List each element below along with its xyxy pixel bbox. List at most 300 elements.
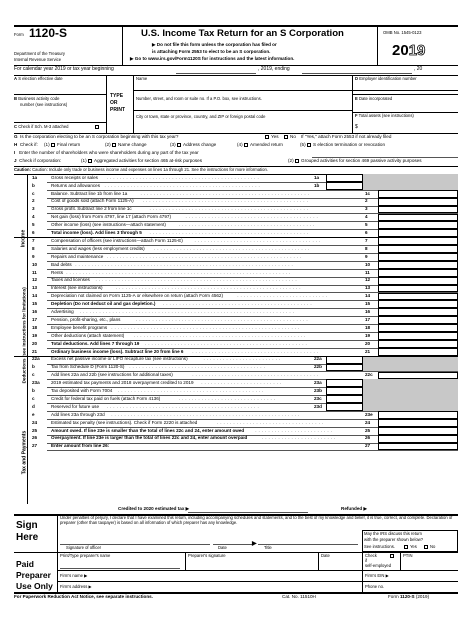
line-number: 8: [32, 245, 35, 251]
line-number: b: [32, 364, 35, 370]
inner-amount-field[interactable]: [326, 364, 363, 372]
form-number: 1120-S: [29, 26, 68, 40]
line-label: Reserved for future use: [51, 403, 100, 409]
line-box-number: 19: [365, 332, 371, 338]
line-amount-field[interactable]: [378, 332, 458, 340]
line-label: Taxes and licenses: [51, 277, 90, 283]
line-number: e: [32, 411, 35, 417]
line-amount-field[interactable]: [378, 427, 458, 435]
final-return-checkbox[interactable]: [51, 143, 55, 147]
dot-leader: ...................................................................: [75, 261, 295, 267]
form-line-row: [14, 332, 458, 340]
deductions-tax-divider: [14, 356, 458, 357]
row-divider: [47, 450, 458, 451]
form-line-row: [14, 221, 458, 229]
preparer-name-label: Print/Type preparer's name: [60, 553, 111, 558]
form-line-row: [14, 300, 458, 308]
calendar-year-line: For calendar year 2019 or tax year beginning: [14, 66, 114, 72]
dot-leader: ....................................................: [140, 190, 311, 196]
inner-box-number: 23b: [314, 388, 322, 394]
type-or-print-1: TYPE: [110, 93, 124, 99]
amended-return-checkbox[interactable]: [244, 143, 248, 147]
shaded-cell: [363, 356, 458, 364]
line-number: 21: [32, 348, 38, 354]
self-employed-check-2: if: [365, 558, 368, 563]
form-line-row: [14, 411, 458, 419]
firm-ein-label: Firm's EIN ▶: [365, 573, 389, 578]
line-27-credited-label: Credited to 2020 estimated tax ▶: [118, 506, 190, 511]
form-word: Form: [14, 32, 24, 37]
line-label: Interest (see instructions): [51, 285, 103, 291]
line-box-number: 25: [365, 427, 371, 433]
line-label: Rents: [51, 269, 64, 275]
preparer-signature-label: Preparer's signature: [188, 553, 226, 558]
ptin-label: PTIN: [403, 553, 413, 558]
line-box-number: 17: [365, 316, 371, 322]
line-box-number: 27: [365, 443, 371, 449]
dot-leader: ..........................................: [129, 364, 267, 370]
line-number: 25: [32, 427, 38, 433]
shaded-cell: [363, 174, 458, 182]
line-box-number: 4: [365, 214, 368, 220]
line-27-credited-field[interactable]: [188, 512, 308, 513]
shaded-cell: [363, 387, 458, 395]
line-label: Depletion (Do not deduct oil and gas depletion.): [51, 301, 156, 307]
line-label: Other income (loss) (see instructions—attach statement): [51, 222, 166, 228]
line-amount-field[interactable]: [378, 372, 458, 380]
inner-box-number: 1a: [314, 174, 320, 180]
schedule-m3-checkbox[interactable]: [95, 125, 99, 129]
inner-amount-field[interactable]: [326, 379, 363, 387]
irs-discuss-yes: Yes: [410, 544, 417, 549]
line-number: c: [32, 190, 35, 196]
form-line-row: [14, 340, 458, 348]
inner-box-number: 1b: [314, 182, 320, 188]
total-assets-dollar: $: [355, 124, 358, 130]
question-g-no: No: [290, 134, 296, 139]
line-label: Gross receipts or sales: [51, 174, 98, 180]
line-label: Advertising: [51, 309, 74, 315]
inner-amount-field[interactable]: [326, 356, 363, 364]
dot-leader: ..................................................................: [79, 309, 296, 315]
form-line-row: [14, 372, 458, 380]
grouped-activities-label: Grouped activities for section 469 passive activity purposes: [301, 158, 422, 163]
line-number: 23a: [32, 380, 40, 386]
line-number: 26: [32, 435, 38, 441]
section-deductions: Deductions (see instructions for limitations): [21, 287, 27, 384]
preparer-title-2: Preparer: [16, 570, 51, 580]
form-line-row: [14, 285, 458, 293]
dot-leader: .........................: [201, 380, 284, 386]
form-line-row: [14, 395, 458, 403]
line-label: Add lines 23a through 23d: [51, 411, 105, 417]
line-label: Repairs and maintenance: [51, 253, 104, 259]
firm-address-label: Firm's address ▶: [60, 584, 92, 589]
line-box-number: 11: [365, 269, 370, 275]
line-box-number: 26: [365, 435, 371, 441]
self-employed-check-3: self-employed: [365, 563, 392, 568]
line-number: 2: [32, 198, 35, 204]
line-amount-field[interactable]: [378, 308, 458, 316]
line-number: 10: [32, 261, 38, 267]
label-e-date-incorporated: E Date incorporated: [355, 96, 393, 101]
form-line-row: [14, 435, 458, 443]
question-g-yes: Yes: [271, 134, 279, 139]
inner-box-number: 22a: [314, 356, 322, 362]
dot-leader: .................................: [217, 419, 326, 425]
dot-leader: .....................................................: [133, 332, 308, 338]
line-amount-field[interactable]: [378, 198, 458, 206]
line-label: Ordinary business income (loss). Subtract line 20 from line 6: [51, 348, 184, 354]
dot-leader: ........................: [255, 427, 334, 433]
footer-form-id: Form 1120-S (2019): [388, 594, 430, 599]
firm-name-label: Firm's name ▶: [60, 573, 88, 578]
question-g: G Is the corporation electing to be an S corporation beginning with this tax year?: [14, 134, 179, 139]
form-line-row: [14, 348, 458, 356]
line-box-number: 14: [365, 293, 371, 299]
calendar-ending: , 2019, ending: [258, 66, 290, 72]
line-number: 6: [32, 230, 35, 236]
inner-amount-field[interactable]: [326, 174, 363, 182]
line-box-number: 23e: [365, 411, 373, 417]
line-amount-field[interactable]: [378, 340, 458, 348]
h1-num: (1): [44, 142, 50, 147]
self-employed-check-1: Check: [365, 553, 377, 558]
amended-return-label: Amended return: [250, 142, 283, 147]
form-line-row: [14, 308, 458, 316]
h3-num: (3): [170, 142, 176, 147]
form-line-row: [14, 379, 458, 387]
officer-title-field[interactable]: [258, 544, 358, 545]
line-box-number: 5: [365, 222, 368, 228]
irs-discuss-yes-checkbox[interactable]: [404, 545, 408, 549]
label-d-ein: D Employer identification number: [355, 76, 417, 81]
form-line-row: [14, 364, 458, 372]
type-or-print-3: PRINT: [110, 107, 125, 113]
line-amount-field[interactable]: [378, 419, 458, 427]
aggregated-activities-checkbox[interactable]: [88, 159, 92, 163]
line-number: 16: [32, 309, 38, 315]
dot-leader: .......................: [262, 435, 338, 441]
question-g-no-checkbox[interactable]: [284, 135, 288, 139]
dot-leader: ............................................................: [106, 253, 304, 259]
line-label: Excess net passive income or LIFO recapture tax (see instructions): [51, 356, 188, 362]
label-f-total-assets: F Total assets (see instructions): [355, 113, 414, 118]
line-label: Gross profit. Subtract line 2 from line 1c: [51, 206, 132, 212]
line-box-number: 12: [365, 277, 371, 283]
inner-box-number: 23c: [314, 395, 322, 401]
line-label: Compensation of officers (see instructions—attach Form 1125-E): [51, 237, 183, 243]
line-box-number: 10: [365, 261, 371, 267]
irs-discuss-3: See instructions.: [364, 544, 395, 549]
line-amount-field[interactable]: [378, 269, 458, 277]
form-line-row: [14, 277, 458, 285]
inner-box-number: 23d: [314, 403, 322, 409]
line-number: 15: [32, 301, 38, 307]
dot-leader: .......................................: [192, 348, 321, 354]
cat-number: Cat. No. 11510H: [282, 594, 316, 599]
line-amount-field[interactable]: [378, 237, 458, 245]
line-label: Overpayment. If line 23e is larger than the total of lines 22c and 24, enter amount overpaid: [51, 435, 248, 441]
line-number: 18: [32, 324, 38, 330]
signature-label: Signature of officer: [66, 545, 102, 550]
dot-leader: ..............................................: [163, 301, 314, 307]
sign-title-2: Here: [16, 532, 39, 543]
caution-text: Caution: Caution: Include only trade or business income and expenses on lines 1a through 21. See the instructions for more information.: [14, 167, 268, 172]
line-number: 4: [32, 214, 35, 220]
line-amount-field[interactable]: [378, 221, 458, 229]
form-line-row: [14, 198, 458, 206]
officer-title-label: Title: [264, 545, 272, 550]
form-line-row: [14, 356, 458, 364]
line-number: 12: [32, 277, 38, 283]
line-amount-field[interactable]: [378, 277, 458, 285]
line-number: 7: [32, 237, 35, 243]
dot-leader: ...............................................: [106, 403, 261, 409]
question-g-tail: If "Yes," attach Form 2553 if not already filed: [301, 134, 392, 139]
tax-year-end-field[interactable]: [302, 73, 412, 74]
line-box-number: 20: [365, 340, 371, 346]
line-number: 3: [32, 206, 35, 212]
line-label: Cost of goods sold (attach Form 1125-A): [51, 198, 134, 204]
line-label: Bad debts: [51, 261, 72, 267]
form-line-row: [14, 293, 458, 301]
line-box-number: 15: [365, 301, 371, 307]
s-election-termination-checkbox[interactable]: [307, 143, 311, 147]
form-line-row: [14, 316, 458, 324]
line-amount-field[interactable]: [378, 214, 458, 222]
line-amount-field[interactable]: [378, 206, 458, 214]
line-amount-field[interactable]: [378, 324, 458, 332]
self-employed-checkbox[interactable]: [390, 554, 394, 558]
line-label: Total income (loss). Add lines 3 through 5: [51, 230, 142, 236]
sign-title-1: Sign: [16, 520, 38, 531]
line-amount-field[interactable]: [378, 293, 458, 301]
street-field-label: Number, street, and room or suite no. If a P.O. box, see instructions.: [136, 96, 262, 101]
line-box-number: 16: [365, 309, 371, 315]
inner-amount-field[interactable]: [326, 182, 363, 190]
dot-leader: .................................................: [149, 206, 311, 212]
name-change-checkbox[interactable]: [112, 143, 116, 147]
calendar-end-year: , 20: [414, 66, 423, 72]
line-label: Credit for federal tax paid on fuels (attach Form 4136): [51, 395, 161, 401]
irs-discuss-no-checkbox[interactable]: [424, 545, 428, 549]
line-number: b: [32, 182, 35, 188]
question-g-yes-checkbox[interactable]: [265, 135, 269, 139]
form-line-row: [14, 229, 458, 237]
line-label: Tax deposited with Form 7004: [51, 388, 113, 394]
form-line-row: [14, 324, 458, 332]
line-amount-field[interactable]: [378, 253, 458, 261]
j2-num: (2): [288, 158, 294, 163]
form-title: U.S. Income Tax Return for an S Corporation: [141, 28, 344, 39]
dot-leader: ............................: [237, 293, 329, 299]
line-box-number: 18: [365, 324, 371, 330]
line-label: Enter amount from line 26:: [51, 443, 110, 449]
line-label: Net gain (loss) from Form 4797, line 17 (attach Form 4797): [51, 214, 171, 220]
dot-leader: .....................................................: [136, 316, 310, 322]
form-line-row: [14, 269, 458, 277]
inner-amount-field[interactable]: [326, 387, 363, 395]
line-number: 22a: [32, 356, 40, 362]
line-number: 13: [32, 285, 38, 291]
line-box-number: 8: [365, 245, 368, 251]
dot-leader: ..........................................................: [111, 324, 302, 330]
dot-leader: ...................................................: [142, 198, 310, 204]
address-change-checkbox[interactable]: [177, 143, 181, 147]
line-number: 1a: [32, 174, 38, 180]
line-label: Estimated tax penalty (see instructions). Check if Form 2220 is attached: [51, 419, 198, 425]
line-label: Amount owed. If line 23e is smaller than the total of lines 22c and 24, enter amount owed: [51, 427, 245, 433]
line-label: Pension, profit-sharing, etc., plans: [51, 316, 121, 322]
form-line-row: [14, 206, 458, 214]
line-box-number: 2: [365, 198, 368, 204]
dot-leader: ..............................: [178, 395, 278, 401]
line-amount-field[interactable]: [378, 300, 458, 308]
line-amount-field[interactable]: [378, 285, 458, 293]
tax-year: 2019: [392, 42, 426, 59]
s-election-termination-label: S election termination or revocation: [313, 142, 386, 147]
preparer-name-field[interactable]: [60, 568, 180, 569]
line-number: 17: [32, 316, 38, 322]
inner-box-number: 23a: [314, 380, 322, 386]
omb-number: OMB No. 1545-0123: [383, 30, 422, 35]
name-change-label: Name change: [118, 142, 147, 147]
line-amount-field[interactable]: [378, 190, 458, 198]
shaded-cell: [363, 403, 458, 411]
line-box-number: 21: [365, 348, 371, 354]
form-line-row: [14, 237, 458, 245]
header-instruction-2: is attaching Form 2553 to elect to be an S corporation.: [152, 49, 271, 54]
address-change-label: Address change: [183, 142, 217, 147]
dot-leader: ................................................: [154, 245, 312, 251]
dept-treasury: Department of the Treasury: [14, 51, 65, 56]
city-field-label: City or town, state or province, country, and ZIP or foreign postal code: [136, 114, 266, 119]
name-field-label: Name: [136, 76, 148, 81]
penalty-statement: Under penalties of perjury, I declare that I have examined this return, including accompanying schedules and statements, and to the best of my knowledge and belief, it is true, correct, and complete. Declaration of preparer (other than taxpayer) is based on all information of which preparer has any knowledge.: [60, 515, 453, 525]
line-amount-field[interactable]: [378, 245, 458, 253]
line-box-number: 3: [365, 206, 368, 212]
aggregated-activities-label: Aggregated activities for section 465 at-risk purposes: [94, 158, 203, 163]
label-b-business-code-2: number (see instructions): [20, 102, 68, 107]
dot-leader: ..........................................: [178, 222, 317, 228]
line-box-number: 13: [365, 285, 371, 291]
label-c-schedule-m3: C Check if Sch. M-3 attached: [14, 124, 69, 129]
form-line-row: [14, 245, 458, 253]
line-number: 20: [32, 340, 38, 346]
line-amount-field[interactable]: [378, 261, 458, 269]
shaded-cell: [363, 182, 458, 190]
final-return-label: Final return: [57, 142, 81, 147]
line-label: Add lines 22a and 22b (see instructions for additional taxes): [51, 372, 173, 378]
line-amount-field[interactable]: [378, 316, 458, 324]
dot-leader: .............................................: [118, 388, 266, 394]
line-label: Returns and allowances: [51, 182, 101, 188]
label-a-s-election-date: A S election effective date: [14, 76, 63, 81]
irs-discuss-no: No: [430, 544, 436, 549]
line-amount-field[interactable]: [378, 443, 458, 451]
dot-leader: ..................................................: [145, 340, 309, 346]
preparer-title-1: Paid: [16, 559, 34, 569]
line-amount-field[interactable]: [378, 229, 458, 237]
dot-leader: .......................................: [192, 372, 321, 378]
paperwork-notice: For Paperwork Reduction Act Notice, see separate instructions.: [14, 594, 153, 599]
line-box-number: 6: [365, 230, 368, 236]
line-box-number: 1c: [365, 190, 371, 196]
shaded-cell: [363, 364, 458, 372]
type-or-print-2: OR: [110, 100, 118, 106]
label-b-business-code: B Business activity code: [14, 96, 60, 101]
line-27-refunded-label: Refunded ▶: [341, 506, 367, 511]
form-line-row: [14, 190, 458, 198]
form-line-row: [14, 253, 458, 261]
inner-amount-field[interactable]: [326, 403, 363, 411]
tax-year-begin-field[interactable]: [176, 73, 256, 74]
h5-num: (5): [300, 142, 306, 147]
line-label: Other deductions (attach statement): [51, 332, 125, 338]
question-i: I Enter the number of shareholders who were shareholders during any part of the tax year: [14, 150, 199, 155]
dot-leader: .........................................................: [115, 285, 303, 291]
dot-leader: ................................................: [104, 182, 262, 188]
line-box-number: 24: [365, 419, 371, 425]
line-label: Balance. Subtract line 1b from line 1a: [51, 190, 128, 196]
question-j: J Check if corporation:: [14, 158, 62, 163]
inner-box-number: 22b: [314, 364, 322, 370]
line-number: b: [32, 388, 35, 394]
line-amount-field[interactable]: [378, 411, 458, 419]
line-label: Salaries and wages (less employment credits): [51, 245, 145, 251]
dot-leader: .........................................: [185, 214, 320, 220]
form-line-row: [14, 443, 458, 451]
dot-leader: ...............................................: [106, 174, 261, 180]
dot-leader: .................................................: [149, 230, 311, 236]
preparer-date-label: Date: [321, 553, 330, 558]
grouped-activities-checkbox[interactable]: [295, 159, 299, 163]
preparer-title-3: Use Only: [16, 581, 53, 591]
line-number: 9: [32, 253, 35, 259]
line-label: Total deductions. Add lines 7 through 19: [51, 340, 140, 346]
line-label: 2019 estimated tax payments and 2018 overpayment credited to 2019: [51, 380, 194, 386]
line-number: 19: [32, 332, 38, 338]
shaded-cell: [363, 395, 458, 403]
dot-leader: ..............................................................: [95, 277, 299, 283]
form-line-row: [14, 419, 458, 427]
line-number: d: [32, 403, 35, 409]
line-number: 24: [32, 419, 38, 425]
line-box-number: 7: [365, 237, 368, 243]
form-line-row: [14, 174, 458, 182]
line-amount-field[interactable]: [378, 435, 458, 443]
line-box-number: 22c: [365, 372, 373, 378]
line-number: 11: [32, 269, 37, 275]
line-label: Employee benefit programs: [51, 324, 108, 330]
line-amount-field[interactable]: [378, 348, 458, 356]
section-tax-payments: Tax and Payments: [21, 430, 28, 475]
dept-irs: Internal Revenue Service: [14, 57, 62, 62]
form-line-row: [14, 182, 458, 190]
phone-label: Phone no.: [365, 584, 385, 589]
question-h: H Check if:: [14, 142, 38, 147]
j1-num: (1): [81, 158, 87, 163]
shaded-cell: [363, 379, 458, 387]
inner-amount-field[interactable]: [326, 395, 363, 403]
line-number: 27: [32, 443, 38, 449]
line-number: 14: [32, 293, 38, 299]
h2-num: (2): [105, 142, 111, 147]
dot-leader: .......................................: [194, 237, 323, 243]
line-box-number: 9: [365, 253, 368, 259]
line-number: 5: [32, 222, 35, 228]
